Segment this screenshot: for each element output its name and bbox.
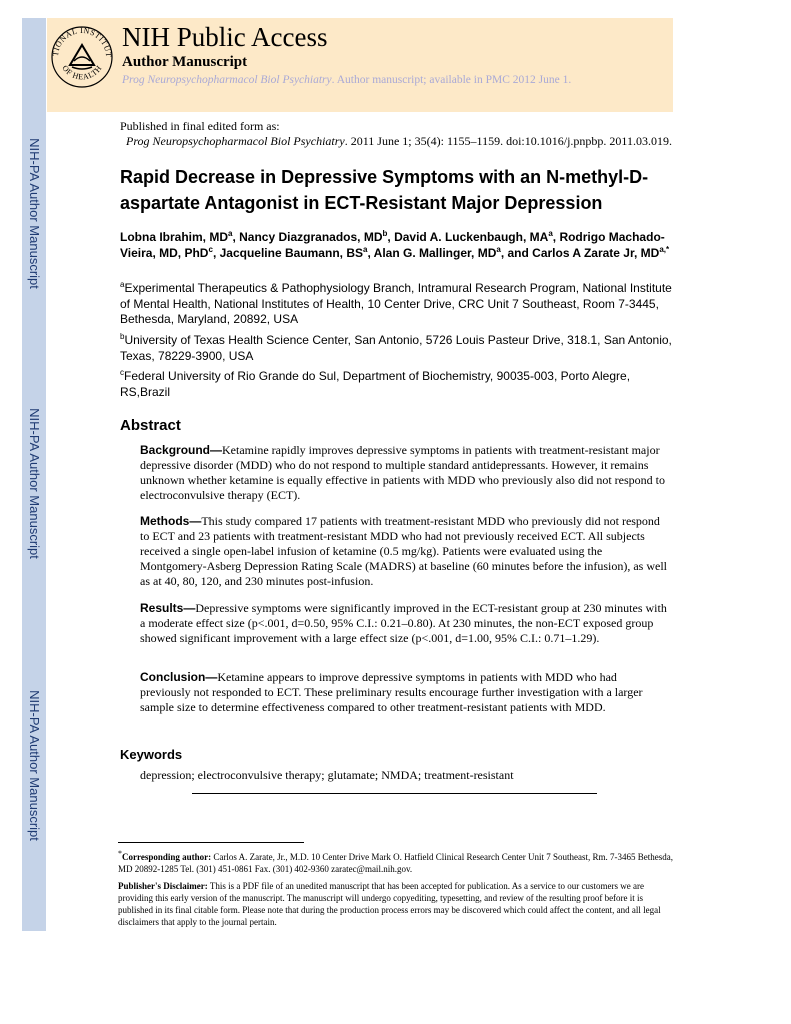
nih-seal-logo	[48, 19, 116, 91]
author: Lobna Ibrahim, MD	[120, 230, 228, 244]
author: Alan G. Mallinger, MD	[373, 246, 497, 260]
article-title: Rapid Decrease in Depressive Symptoms with an N-methyl-D-aspartate Antagonist in ECT-Resistant Major Depression	[120, 167, 649, 213]
keywords-list: depression; electroconvulsive therapy; glutamate; NMDA; treatment-resistant	[140, 768, 514, 782]
abstract-heading: Abstract	[120, 417, 181, 434]
side-label-3: NIH-PA Author Manuscript	[26, 689, 42, 841]
author: Rodrigo Machado-Vieira, MD, PhD	[120, 230, 665, 260]
publisher-disclaimer: Publisher's Disclaimer: This is a PDF file of an unedited manuscript that has been accepted for publication. As a service to our customers we are providing this early version of the manuscript. The manuscript will undergo copyediting, typesetting, and review of the resulting proof before it is published in its final citable form. Please note that during the production process errors may be discovered which could affect the content, and all legal disclaimers that apply to the journal pertain.	[118, 881, 661, 927]
affiliation-b: $^b$University of Texas Health Science Center, San Antonio, 5726 Louis Pasteur Drive, 318.1, San Antonio, Texas, 78229-3900, USA	[120, 332, 672, 363]
side-label-1: NIH-PA Author Manuscript	[26, 137, 42, 289]
author-list: Lobna Ibrahim, $MD^a$, Nancy Diazgranados, $MD^b$, David A. Luckenbaugh, $MA^a$, Rodrigo Machado-Vieira, MD, PhD$^c$, Jacqueline Baumann, $BS^a$, Alan G. Mallinger, $MD^a$, and Carlos A Zarate Jr, $MD^{a,*}$	[120, 229, 670, 260]
abstract-methods: Methods—This study compared 17 patients with treatment-resistant MDD who previously did not respond to ECT and 23 patients with treatment-resistant MDD who had not previously received ECT. All subjects received a single open-label infusion of ketamine (0.5 mg/kg). Patients were evaluated using the Montgomery-Asberg Depression Rating Scale (MADRS) at baseline (60 minutes before the infusion), as well as at 40, 80, 120, and 230 minutes post-infusion.	[140, 514, 668, 588]
footnote-divider	[118, 842, 304, 843]
page-title: NIH Public Access	[122, 22, 328, 52]
corresponding-author-note: *Corresponding author: Carlos A. Zarate, Jr., M.D. 10 Center Drive Mark O. Hatfield Clinical Research Center Unit 7 Southeast, Rm. 7-3465 Bethesda, MD 20892-1285 Tel. (301) 451-0861 Fax. (301) 402-9360 zaratec@mail.nih.gov.	[118, 849, 674, 874]
svg-text:OF HEALTH: OF HEALTH	[60, 63, 104, 82]
header-citation: Prog Neuropsychopharmacol Biol Psychiatry. Author manuscript; available in PMC 2012 June 1.	[122, 74, 572, 86]
page-subtitle: Author Manuscript	[122, 54, 248, 70]
author: Carlos A Zarate Jr, MD	[532, 246, 660, 260]
side-label-2: NIH-PA Author Manuscript	[26, 407, 42, 559]
published-form: Published in final edited form as: Prog Neuropsychopharmacol Biol Psychiatry. 2011 June 1; 35(4): 1155–1159. doi:10.1016/j.pnpbp. 2011.03.019.	[120, 119, 672, 148]
author: David A. Luckenbaugh, MA	[394, 230, 549, 244]
author: Nancy Diazgranados, MD	[239, 230, 383, 244]
affiliation-a: $^a$Experimental Therapeutics & Pathophysiology Branch, Intramural Research Program, National Institute of Mental Health, National Institutes of Health, 10 Center Drive, CRC Unit 7 Southeast, Room 7-3445, Bethesda, Maryland, 20892, USA	[120, 280, 672, 326]
abstract-results: Results—Depressive symptoms were significantly improved in the ECT-resistant group at 230 minutes with a moderate effect size (p<.001, d=0.50, 95% C.I.: 0.21–0.80). At 230 minutes, the non-ECT exposed group showed significant improvement with a large effect size (p<.001, d=1.00, 95% C.I.: 0.71–1.29).	[140, 601, 667, 645]
section-divider	[192, 793, 597, 794]
keywords-heading: Keywords	[120, 747, 183, 762]
abstract-conclusion: Conclusion—Ketamine appears to improve depressive symptoms in patients with MDD who had previously not responded to ECT. These preliminary results encourage further investigation with a larger sample size to determine effectiveness compared to other treatment-resistant patients with MDD.	[140, 670, 643, 714]
author: Jacqueline Baumann, BS	[219, 246, 363, 260]
affiliation-c: $^c$Federal University of Rio Grande do Sul, Department of Biochemistry, 90035-003, Porto Alegre, RS,Brazil	[120, 368, 631, 399]
svg-text:NATIONAL INSTITUTES: TIONAL INSTITUT	[50, 25, 114, 58]
abstract-background: Background—Ketamine rapidly improves depressive symptoms in patients with treatment-resistant major depressive disorder (MDD) who do not respond to multiple standard antidepressants. However, it remains unknown whether ketamine is equally effective in patients with MDD who previously also did not respond to electroconvulsive therapy (ECT).	[140, 443, 666, 502]
